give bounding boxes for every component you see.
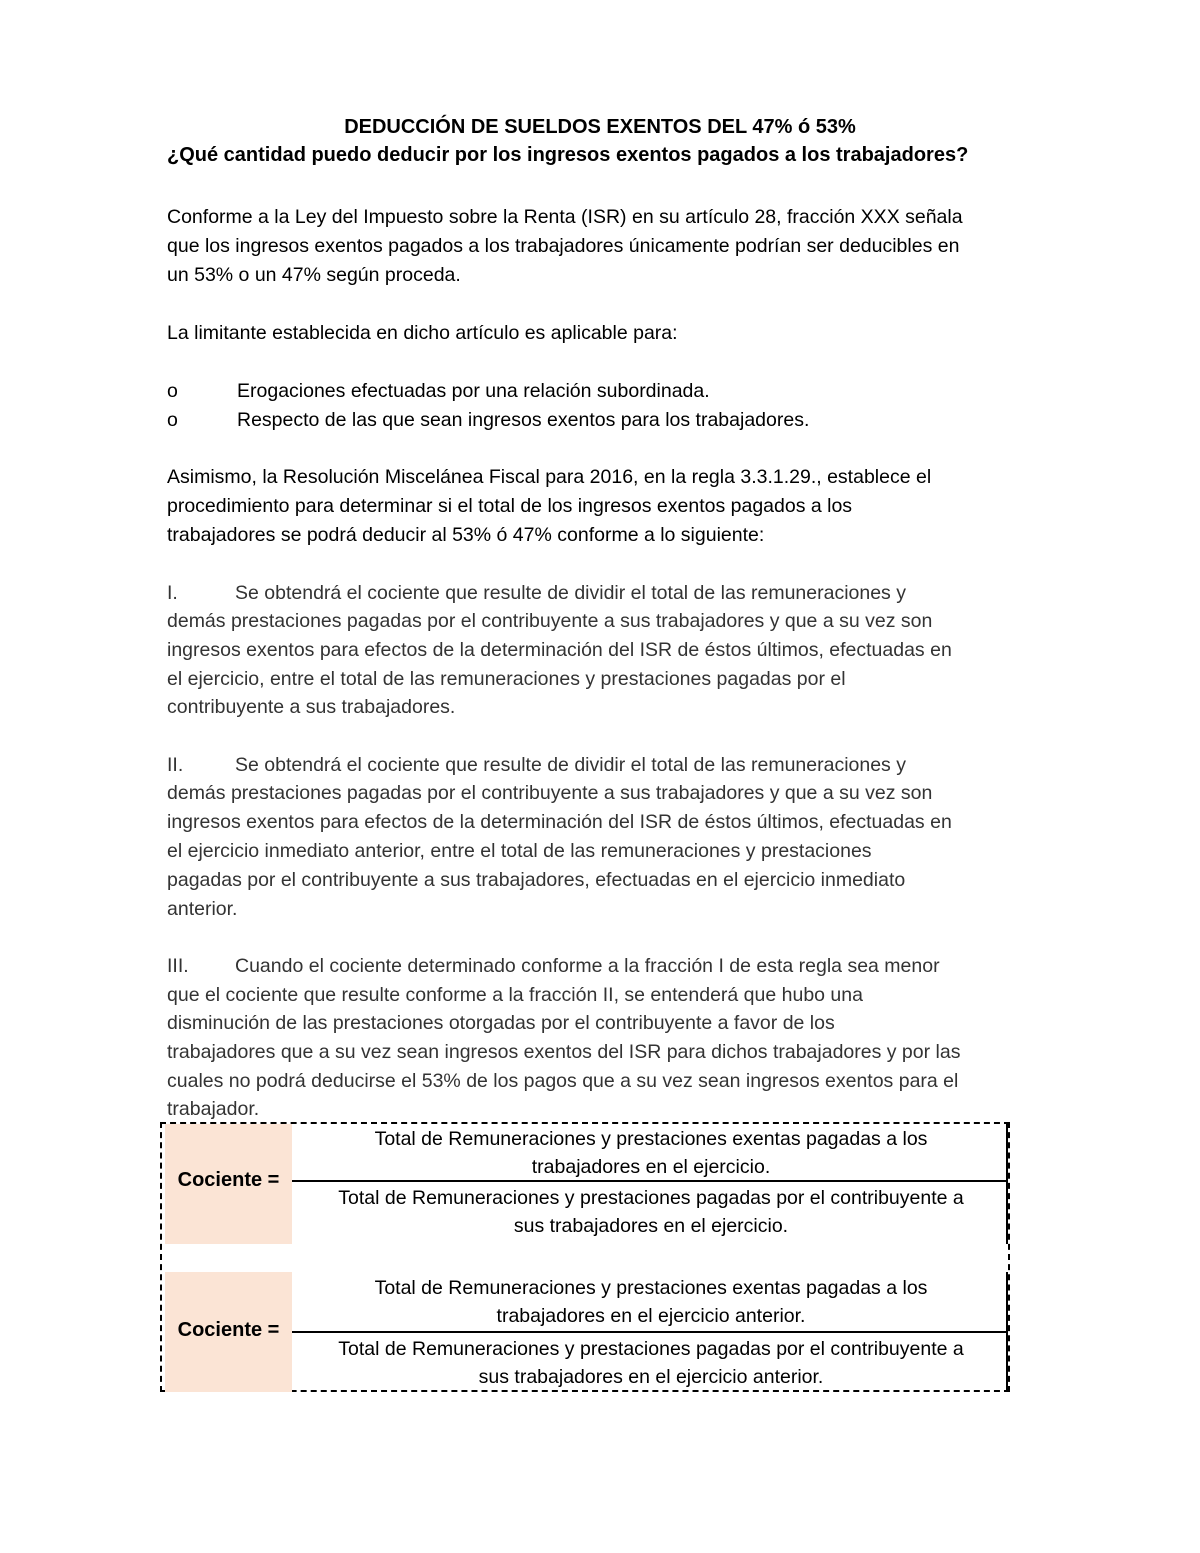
text-line: demás prestaciones pagadas por el contribuyente a sus trabajadores y que a su vez son [167,610,933,632]
bullet-circle-icon: o [167,409,178,431]
text-line: procedimiento para determinar si el total de los ingresos exentos pagados a los [167,495,853,517]
fraction-number: III. [167,955,189,977]
text-line: sus trabajadores en el ejercicio anterior. [478,1366,824,1388]
fraction-number: I. [167,582,178,604]
text-line: trabajadores que a su vez sean ingresos exentos del ISR para dichos trabajadores y por las [167,1041,961,1063]
text-line: sus trabajadores en el ejercicio. [513,1215,789,1237]
text-line: Total de Remuneraciones y prestaciones pagadas por el contribuyente a [338,1187,964,1209]
text-line: cuales no podrá deducirse el 53% de los pagos que a su vez sean ingresos exentos para el [167,1070,959,1092]
text-line: trabajadores se podrá deducir al 53% ó 47% conforme a lo siguiente: [167,524,765,546]
fraction-bar [292,1331,1008,1333]
text-line: disminución de las prestaciones otorgadas por el contribuyente a favor de los [167,1012,835,1034]
formula-denominator [295,1335,1007,1391]
text-line: Total de Remuneraciones y prestaciones exentas pagadas a los [374,1277,928,1299]
text-line: anterior. [167,898,238,920]
text-line [167,579,1033,608]
text-line: el ejercicio, entre el total de las remuneraciones y prestaciones pagadas por el [167,668,846,690]
document-title: DEDUCCIÓN DE SUELDOS EXENTOS DEL 47% ó 53% [344,116,856,138]
text-line: que los ingresos exentos pagados a los trabajadores únicamente podrían ser deducibles en [167,235,960,257]
cociente-label: Cociente = [177,1319,280,1341]
formula-numerator [295,1125,1007,1181]
text-line: Total de Remuneraciones y prestaciones pagadas por el contribuyente a [338,1338,964,1360]
text-line: demás prestaciones pagadas por el contribuyente a sus trabajadores y que a su vez son [167,782,933,804]
bullet-item [167,406,809,435]
bullet-circle-icon: o [167,380,178,402]
text-segment: Se obtendrá el cociente que resulte de dividir el total de las remuneraciones y [235,754,906,776]
text-line: trabajadores en el ejercicio anterior. [496,1305,806,1327]
formula-numerator [295,1274,1007,1330]
text-segment: Cuando el cociente determinado conforme a la fracción I de esta regla sea menor [235,955,940,977]
text-line: trabajador. [167,1098,260,1120]
text-line: Total de Remuneraciones y prestaciones exentas pagadas a los [374,1128,928,1150]
text-line: contribuyente a sus trabajadores. [167,696,456,718]
text-line: que el cociente que resulte conforme a la fracción II, se entenderá que hubo una [167,984,863,1006]
text-line: un 53% o un 47% según proceda. [167,264,461,286]
document-subtitle: ¿Qué cantidad puedo deducir por los ingresos exentos pagados a los trabajadores? [167,144,969,166]
text-line: ingresos exentos para efectos de la determinación del ISR de éstos últimos, efectuadas en [167,811,952,833]
formula-denominator [295,1184,1007,1240]
bullet-item [167,377,710,406]
paragraph-limitante: La limitante establecida en dicho artículo es aplicable para: [167,322,678,344]
text-line: trabajadores en el ejercicio. [531,1156,771,1178]
text-line [167,751,1033,780]
text-line: Conforme a la Ley del Impuesto sobre la Renta (ISR) en su artículo 28, fracción XXX señala [167,206,963,228]
cociente-label: Cociente = [177,1169,280,1191]
fraction-number: II. [167,754,184,776]
text-line: Asimismo, la Resolución Miscelánea Fiscal para 2016, en la regla 3.3.1.29., establece el [167,466,932,488]
text-line: pagadas por el contribuyente a sus trabajadores, efectuadas en el ejercicio inmediato [167,869,906,891]
text-line: ingresos exentos para efectos de la determinación del ISR de éstos últimos, efectuadas en [167,639,952,661]
text-line: el ejercicio inmediato anterior, entre el total de las remuneraciones y prestaciones [167,840,872,862]
bullet-text: Erogaciones efectuadas por una relación subordinada. [237,380,710,402]
bullet-text: Respecto de las que sean ingresos exentos para los trabajadores. [237,409,810,431]
text-line [167,952,1033,981]
text-segment: Se obtendrá el cociente que resulte de dividir el total de las remuneraciones y [235,582,906,604]
